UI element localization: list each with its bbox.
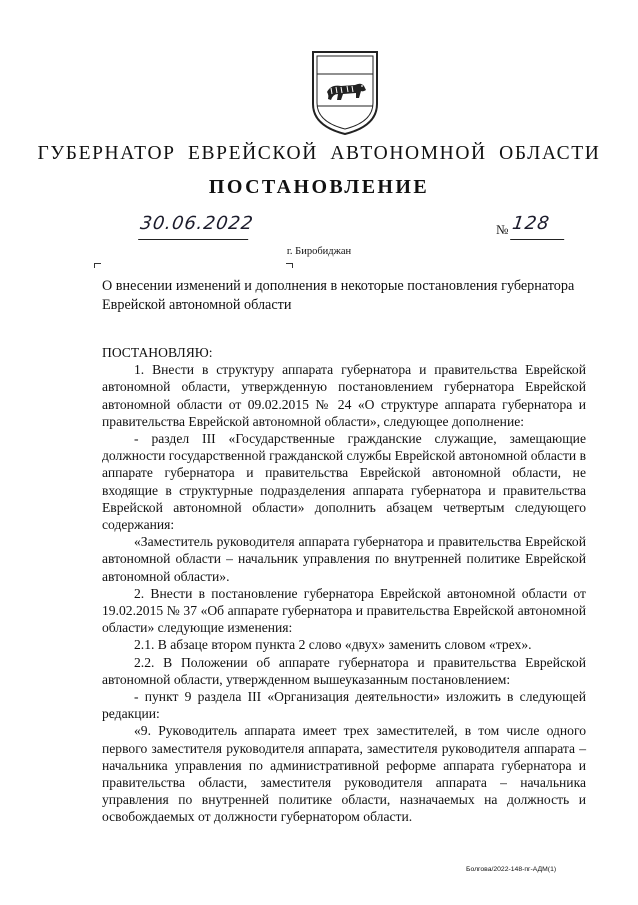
paragraph-2-2-quote: «9. Руководитель аппарата имеет трех заместителей, в том числе одного первого заместителя руководителя аппарата, заместителя руководителя аппарата – начальника управления по административной реформе аппарата губернатора и правительства области, заместителя руководителя аппарата – начальника управления по внутренней политике области, назначаемых на должность и освобождаемых от должности губернатором области. (102, 723, 586, 825)
paragraph-2-1: 2.1. В абзаце втором пункта 2 слово «двух» заменить словом «трех». (134, 637, 532, 653)
document-date: 30.06.2022 (138, 213, 252, 240)
document-body (102, 344, 586, 826)
paragraph-1-quote: «Заместитель руководителя аппарата губернатора и правительства Еврейской автономной области – начальник управления по внутренней политике Еврейской автономной области». (102, 534, 586, 584)
document-title: О внесении изменений и дополнения в некоторые постановления губернатора Еврейской автономной области (102, 278, 575, 313)
coat-of-arms-tiger-icon (307, 48, 383, 138)
paragraph-1: 1. Внести в структуру аппарата губернатора и правительства Еврейской автономной области, утвержденную постановлением губернатора Еврейской автономной области от 09.02.2015 № 24 «О структуре аппарата губернатора и правительства Еврейской автономной области», следующее дополнение: (102, 362, 586, 429)
title-bracket-left (94, 263, 101, 268)
issuing-authority: ГУБЕРНАТОР ЕВРЕЙСКОЙ АВТОНОМНОЙ ОБЛАСТИ (37, 143, 601, 164)
paragraph-2-2: 2.2. В Положении об аппарате губернатора и правительства Еврейской автономной области, утвержденном вышеуказанным постановлением: (102, 654, 586, 687)
document-number: 128 (510, 213, 568, 240)
paragraph-2-2-item: - пункт 9 раздела III «Организация деятельности» изложить в следующей редакции: (102, 689, 586, 722)
city: г. Биробиджан (286, 246, 352, 257)
paragraph-2: 2. Внести в постановление губернатора Еврейской автономной области от 19.02.2015 № 37 «Об аппарате губернатора и правительства Еврейской автономной области» следующие изменения: (102, 585, 586, 636)
document-type: ПОСТАНОВЛЕНИЕ (208, 176, 430, 198)
document-code: Болгова/2022-148-пг-АДМ(1) (466, 866, 557, 873)
resolution-word: ПОСТАНОВЛЯЮ: (102, 345, 213, 360)
paragraph-1-item: - раздел III «Государственные гражданские служащие, замещающие должности государственной гражданской службы Еврейской автономной области в аппарате губернатора и правительства Еврейской автономной области, не входящие в структурные подразделения аппарата губернатора и правительства Еврейской автономной области» дополнить абзацем четвертым следующего содержания: (102, 431, 586, 533)
title-bracket-right (286, 263, 293, 268)
number-label: № (496, 222, 509, 237)
